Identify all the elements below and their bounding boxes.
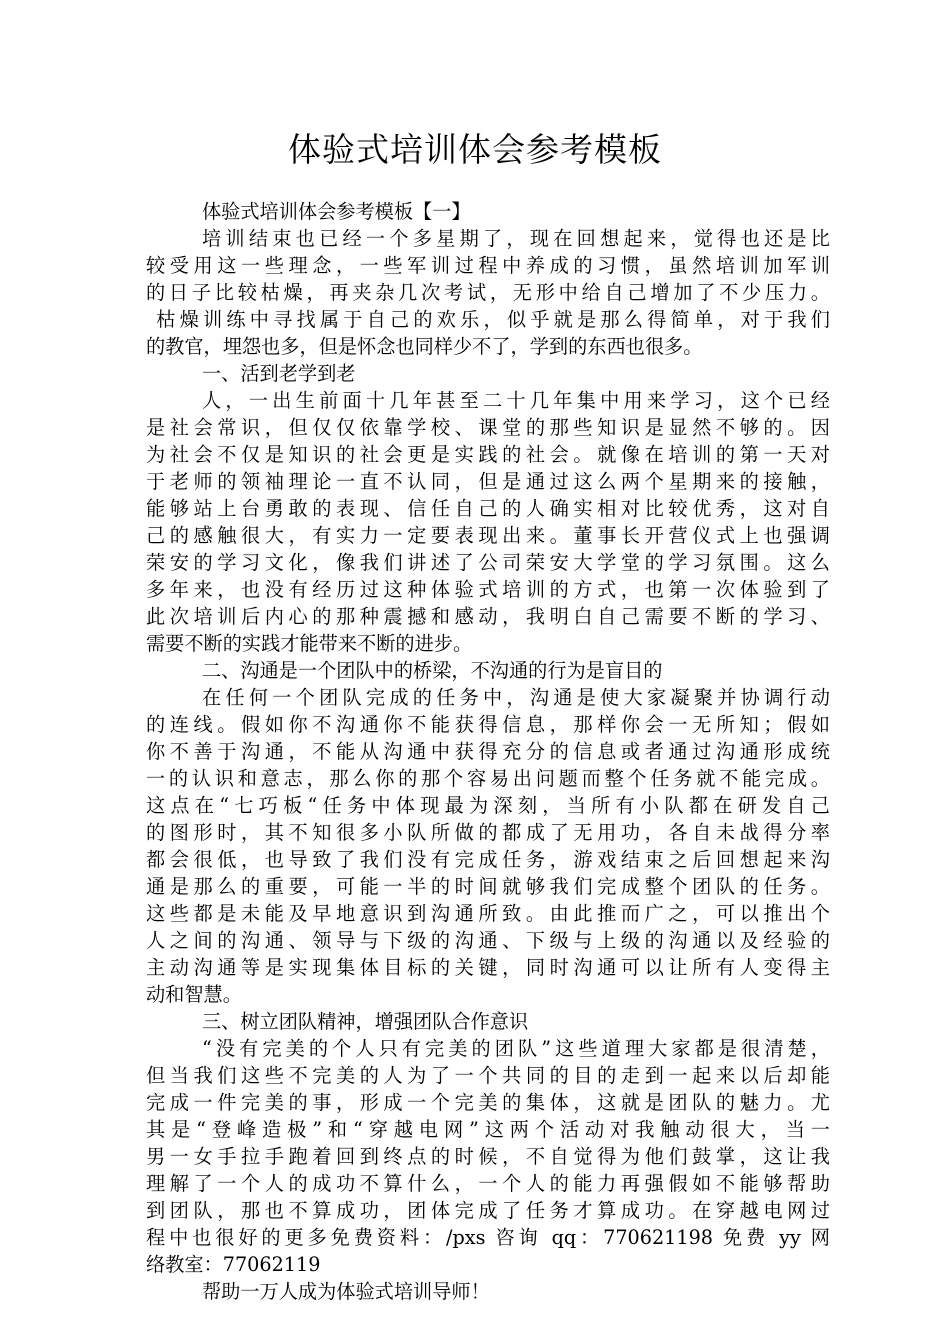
document-title: 体验式培训体会参考模板 [288, 130, 662, 169]
paragraph-line: 完成一件完美的事，形成一个完美的集体，这就是团队的魅力。尤 [146, 1091, 830, 1114]
paragraph-line: 你不善于沟通，不能从沟通中获得充分的信息或者通过沟通形成统 [146, 740, 830, 763]
paragraph-line: 人，一出生前面十几年甚至二十几年集中用来学习，这个已经 [202, 389, 830, 412]
paragraph-line: 是社会常识，但仅仅依靠学校、课堂的那些知识是显然不够的。因 [146, 416, 830, 439]
paragraph-line: 主动沟通等是实现集体目标的关键，同时沟通可以让所有人变得主 [146, 956, 830, 979]
paragraph-line: 在任何一个团队完成的任务中，沟通是使大家凝聚并协调行动 [202, 686, 830, 709]
paragraph-line: 荣安的学习文化，像我们讲述了公司荣安大学堂的学习氛围。这么 [146, 551, 830, 574]
paragraph-line: 一的认识和意志，那么你的那个容易出问题而整个任务就不能完成。 [146, 767, 830, 790]
closing-line: 帮助一万人成为体验式培训导师！ [202, 1280, 490, 1303]
subtitle-line: 体验式培训体会参考模板【一】 [202, 200, 471, 223]
paragraph-line: 的图形时，其不知很多小队所做的都成了无用功，各自未战得分率 [146, 821, 830, 844]
paragraph-line: 通是那么的重要，可能一半的时间就够我们完成整个团队的任务。 [146, 875, 830, 898]
paragraph-line: 男一女手拉手跑着回到终点的时候，不自觉得为他们鼓掌，这让我 [146, 1145, 830, 1168]
section-heading: 一、活到老学到老 [202, 362, 356, 385]
paragraph-line: 这点在“七巧板“任务中体现最为深刻，当所有小队都在研发自己 [146, 794, 830, 817]
paragraph-line: 枯燥训练中寻找属于自己的欢乐，似乎就是那么得简单，对于我们 [146, 308, 830, 331]
paragraph-line: 此次培训后内心的那种震撼和感动，我明白自己需要不断的学习、 [146, 605, 830, 628]
paragraph-line: 程中也很好的更多免费资料：/pxs 咨询 qq：770621198 免费 yy 网 [146, 1226, 830, 1249]
paragraph-line: 为社会不仅是知识的社会更是实践的社会。就像在培训的第一天对 [146, 443, 830, 466]
section-heading: 三、树立团队精神，增强团队合作意识 [202, 1010, 529, 1033]
paragraph-line: 能够站上台勇敢的表现、信任自己的人确实相对比较优秀，这对自 [146, 497, 830, 520]
paragraph-line: 理解了一个人的成功不算什么，一个人的能力再强假如不能够帮助 [146, 1172, 830, 1195]
paragraph-line: 动和智慧。 [146, 983, 242, 1006]
paragraph-line: 的连线。假如你不沟通你不能获得信息，那样你会一无所知；假如 [146, 713, 830, 736]
paragraph-line: 人之间的沟通、领导与下级的沟通、下级与上级的沟通以及经验的 [146, 929, 830, 952]
section-heading: 二、沟通是一个团队中的桥梁，不沟通的行为是盲目的 [202, 659, 663, 682]
paragraph-line: 多年来，也没有经历过这种体验式培训的方式，也第一次体验到了 [146, 578, 830, 601]
paragraph-line: 但当我们这些不完美的人为了一个共同的目的走到一起来以后却能 [146, 1064, 830, 1087]
paragraph-line: 的日子比较枯燥，再夹杂几次考试，无形中给自己增加了不少压力。 [146, 281, 830, 304]
paragraph-line: 这些都是未能及早地意识到沟通所致。由此推而广之，可以推出个 [146, 902, 830, 925]
document-body [146, 198, 830, 1305]
paragraph-line: 于老师的领袖理论一直不认同，但是通过这么两个星期来的接触， [146, 470, 830, 493]
paragraph-line: 络教室：77062119 [146, 1253, 321, 1276]
paragraph-line: 到团队，那也不算成功，团体完成了任务才算成功。在穿越电网过 [146, 1199, 830, 1222]
paragraph-line: 需要不断的实践才能带来不断的进步。 [146, 632, 473, 655]
paragraph-line: “没有完美的个人只有完美的团队”这些道理大家都是很清楚， [202, 1037, 830, 1060]
paragraph-line: 其是“登峰造极”和“穿越电网”这两个活动对我触动很大，当一 [146, 1118, 830, 1141]
paragraph-line: 较受用这一些理念，一些军训过程中养成的习惯，虽然培训加军训 [146, 254, 830, 277]
paragraph-line: 的教官，埋怨也多，但是怀念也同样少不了，学到的东西也很多。 [146, 335, 703, 358]
paragraph-line: 培训结束也已经一个多星期了，现在回想起来，觉得也还是比 [202, 227, 830, 250]
paragraph-line: 己的感触很大，有实力一定要表现出来。董事长开营仪式上也强调 [146, 524, 830, 547]
paragraph-line: 都会很低，也导致了我们没有完成任务，游戏结束之后回想起来沟 [146, 848, 830, 871]
